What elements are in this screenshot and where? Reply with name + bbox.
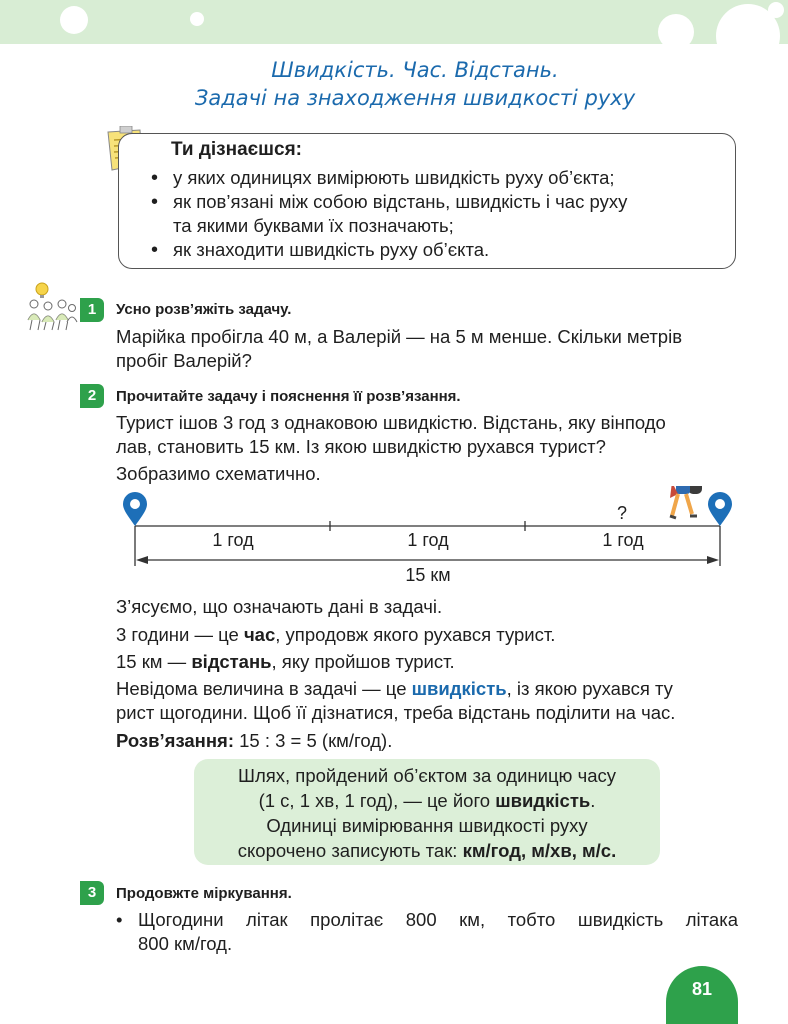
decor-bubble bbox=[658, 14, 694, 50]
hiker-icon bbox=[670, 486, 702, 518]
lesson-title-line1: Швидкість. Час. Відстань. bbox=[271, 58, 559, 82]
time-explanation: 3 години — це час, упродовж якого рухався турист. bbox=[116, 624, 556, 645]
list-item: • як знаходити швидкість руху об’єкта. bbox=[151, 238, 627, 262]
group-discussion-icon bbox=[24, 280, 78, 332]
definition-line: Одиниці вимірювання швидкості руху bbox=[266, 815, 588, 836]
task-text: Марійка пробігла 40 м, а Валерій — на 5 м менше. Скільки метрів bbox=[116, 326, 683, 347]
task-text: Турист ішов 3 год з однаковою швидкістю. Відстань, яку вінподо bbox=[116, 412, 666, 433]
task-number-badge: 2 bbox=[80, 384, 104, 408]
task-number-badge: 1 bbox=[80, 298, 104, 322]
decor-bubble bbox=[768, 2, 784, 18]
decor-bubble bbox=[190, 12, 204, 26]
task-heading: Продовжте міркування. bbox=[116, 885, 292, 902]
definition-line: (1 с, 1 хв, 1 год), — це його швидкість. bbox=[258, 790, 596, 811]
learn-list bbox=[151, 166, 627, 262]
lesson-title-line2: Задачі на знаходження швидкості руху bbox=[194, 86, 636, 110]
distance-explanation: 15 км — відстань, яку пройшов турист. bbox=[116, 651, 455, 672]
list-item: • Щогодини літак пролітає 800 км, тобто швидкість літака bbox=[116, 909, 738, 930]
total-distance-label: 15 км bbox=[405, 565, 451, 585]
list-item-continuation: 800 км/год. bbox=[138, 933, 233, 954]
page-number: 81 bbox=[666, 966, 738, 1024]
solution: Розв’язання: 15 : 3 = 5 (км/год). bbox=[116, 730, 393, 751]
decor-bubble bbox=[60, 6, 88, 34]
distance-diagram bbox=[110, 486, 750, 586]
unknown-speed-label: ? bbox=[616, 503, 628, 523]
explain-intro: З’ясуємо, що означають дані в задачі. bbox=[116, 596, 443, 617]
list-item: • у яких одиницях вимірюють швидкість руху об’єкта; bbox=[151, 166, 627, 190]
task-heading: Прочитайте задачу і пояснення її розв’язання. bbox=[116, 388, 461, 405]
task-heading: Усно розв’яжіть задачу. bbox=[116, 301, 292, 318]
end-pin-icon bbox=[708, 492, 732, 526]
segment-label: 1 год bbox=[602, 530, 644, 550]
task-text: пробіг Валерій? bbox=[116, 350, 252, 371]
definition-line: скорочено записують так: км/год, м/хв, м/с. bbox=[237, 840, 617, 861]
definition-box bbox=[194, 759, 660, 865]
definition-line: Шлях, пройдений об’єктом за одиницю часу bbox=[238, 765, 616, 786]
unknown-explanation-cont: рист щогодини. Щоб її дізнатися, треба відстань поділити на час. bbox=[116, 702, 676, 723]
learn-box bbox=[118, 133, 736, 269]
segment-label: 1 год bbox=[407, 530, 449, 550]
start-pin-icon bbox=[123, 492, 147, 526]
list-item-continuation: та якими буквами їх позначають; bbox=[173, 215, 454, 236]
task-number-badge: 3 bbox=[80, 881, 104, 905]
task-text: лав, становить 15 км. Із якою швидкістю рухався турист? bbox=[116, 436, 606, 457]
learn-box-title: Ти дізнаєшся: bbox=[171, 139, 302, 160]
schema-intro: Зобразимо схематично. bbox=[116, 463, 321, 484]
segment-label: 1 год bbox=[212, 530, 254, 550]
unknown-explanation: Невідома величина в задачі — це швидкість, із якою рухався ту bbox=[116, 678, 673, 699]
list-item: • як пов’язані між собою відстань, швидкість і час руху bbox=[151, 190, 627, 214]
arrow-right bbox=[707, 556, 719, 564]
arrow-left bbox=[136, 556, 148, 564]
